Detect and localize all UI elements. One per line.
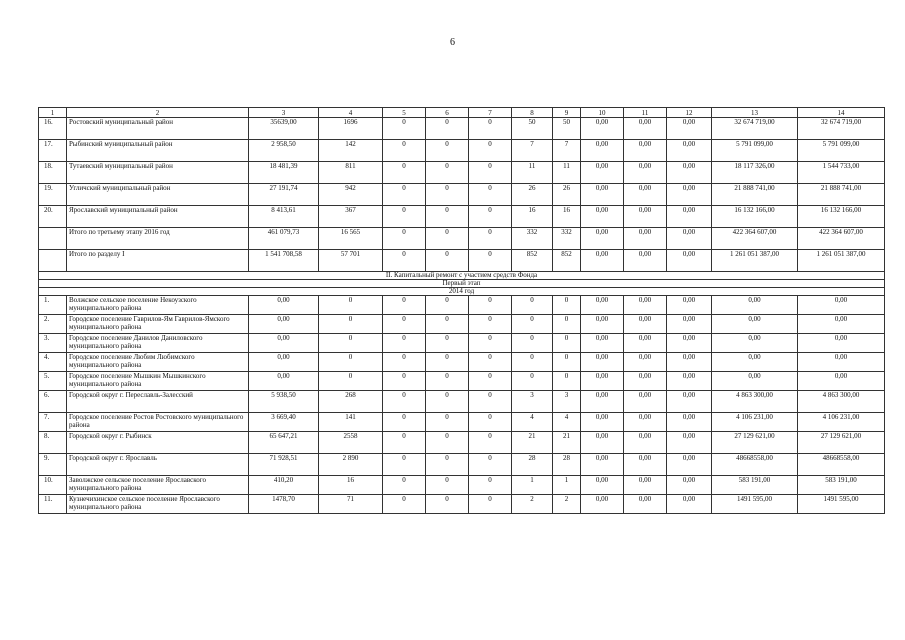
value-cell: 5 938,50 [249,391,319,413]
table-row [39,228,885,250]
value-cell: 5 791 099,00 [798,140,885,162]
value-cell: 0 [383,476,426,495]
table-row [39,315,885,334]
value-cell: 410,20 [249,476,319,495]
row-number-cell: 5. [39,372,67,391]
value-cell: 7 [553,140,581,162]
value-cell: 0 [426,296,469,315]
value-cell: 48668558,00 [712,454,798,476]
value-cell: 0,00 [581,162,624,184]
column-number-cell: 6 [426,108,469,118]
municipality-name-cell: Городское поселение Данилов Даниловского муниципального района [67,334,249,353]
table-row [39,413,885,432]
value-cell: 26 [553,184,581,206]
value-cell: 0 [426,334,469,353]
value-cell: 0,00 [624,372,667,391]
value-cell: 0 [383,372,426,391]
value-cell: 0,00 [667,140,712,162]
value-cell: 0,00 [581,315,624,334]
value-cell: 0,00 [667,162,712,184]
value-cell: 16 [512,206,553,228]
value-cell: 4 106 231,00 [798,413,885,432]
value-cell: 0 [383,250,426,272]
value-cell: 16 [319,476,383,495]
value-cell: 0 [469,476,512,495]
municipality-name-cell: Городское поселение Любим Любимского муниципального района [67,353,249,372]
value-cell: 0 [469,372,512,391]
value-cell: 0,00 [712,353,798,372]
value-cell: 0 [426,413,469,432]
value-cell: 0 [383,140,426,162]
value-cell: 1478,70 [249,495,319,514]
value-cell: 0,00 [581,353,624,372]
value-cell: 57 701 [319,250,383,272]
municipality-name-cell: Рыбинский муниципальный район [67,140,249,162]
value-cell: 0 [512,315,553,334]
page-number: 6 [450,37,455,48]
value-cell: 11 [512,162,553,184]
column-number-cell: 8 [512,108,553,118]
value-cell: 0,00 [624,296,667,315]
value-cell: 0,00 [667,391,712,413]
value-cell: 0,00 [581,250,624,272]
row-number-cell: 10. [39,476,67,495]
table-row [39,140,885,162]
row-number-cell: 8. [39,432,67,454]
value-cell: 21 [512,432,553,454]
value-cell: 0,00 [667,334,712,353]
column-number-cell: 10 [581,108,624,118]
value-cell: 16 132 166,00 [712,206,798,228]
value-cell: 27 129 621,00 [712,432,798,454]
column-number-cell: 4 [319,108,383,118]
municipality-name-cell: Итого по разделу I [67,250,249,272]
value-cell: 0 [383,413,426,432]
value-cell: 0 [383,118,426,140]
value-cell: 1 [512,476,553,495]
table-row [39,353,885,372]
municipality-name-cell: Ростовский муниципальный район [67,118,249,140]
row-number-cell: 17. [39,140,67,162]
value-cell: 0,00 [624,495,667,514]
value-cell: 0,00 [249,315,319,334]
table-row [39,432,885,454]
value-cell: 16 132 166,00 [798,206,885,228]
row-number-cell: 19. [39,184,67,206]
row-number-cell: 9. [39,454,67,476]
value-cell: 0 [426,353,469,372]
row-number-cell: 7. [39,413,67,432]
value-cell: 3 [512,391,553,413]
value-cell: 0,00 [624,184,667,206]
table-row [39,118,885,140]
row-number-cell [39,250,67,272]
value-cell: 0,00 [581,184,624,206]
section-heading-row [39,288,885,296]
value-cell: 0,00 [712,315,798,334]
value-cell: 0,00 [624,476,667,495]
value-cell: 0 [383,296,426,315]
value-cell: 0 [469,118,512,140]
value-cell: 0 [383,432,426,454]
value-cell: 0,00 [667,118,712,140]
table-row [39,162,885,184]
municipality-name-cell: Городское поселение Мышкин Мышкинского муниципального района [67,372,249,391]
value-cell: 0 [383,334,426,353]
value-cell: 7 [512,140,553,162]
value-cell: 18 117 326,00 [712,162,798,184]
value-cell: 332 [553,228,581,250]
value-cell: 422 364 607,00 [712,228,798,250]
value-cell: 852 [512,250,553,272]
table-row [39,184,885,206]
value-cell: 0 [426,315,469,334]
value-cell: 0 [319,372,383,391]
value-cell: 942 [319,184,383,206]
table-row [39,206,885,228]
value-cell: 0 [426,206,469,228]
value-cell: 0,00 [667,495,712,514]
value-cell: 0 [469,391,512,413]
value-cell: 0 [469,206,512,228]
value-cell: 0 [469,184,512,206]
municipality-name-cell: Заволжское сельское поселение Ярославского муниципального района [67,476,249,495]
value-cell: 0 [426,118,469,140]
value-cell: 0 [383,315,426,334]
value-cell: 0,00 [249,353,319,372]
row-number-cell: 16. [39,118,67,140]
municipality-name-cell: Городское поселение Ростов Ростовского муниципального района [67,413,249,432]
value-cell: 65 647,21 [249,432,319,454]
table-row [39,391,885,413]
municipality-name-cell: Итого по третьему этапу 2016 год [67,228,249,250]
row-number-cell: 4. [39,353,67,372]
value-cell: 0,00 [667,372,712,391]
value-cell: 11 [553,162,581,184]
value-cell: 332 [512,228,553,250]
value-cell: 0,00 [581,495,624,514]
capital-repair-table [38,107,885,514]
row-number-cell: 20. [39,206,67,228]
value-cell: 0,00 [249,296,319,315]
value-cell: 0 [469,296,512,315]
value-cell: 0,00 [712,296,798,315]
municipality-name-cell: Городской округ г. Рыбинск [67,432,249,454]
value-cell: 50 [553,118,581,140]
value-cell: 0,00 [624,140,667,162]
value-cell: 0 [553,315,581,334]
value-cell: 0,00 [667,228,712,250]
table-row [39,476,885,495]
column-number-cell: 3 [249,108,319,118]
table-row [39,296,885,315]
value-cell: 0 [469,353,512,372]
section-heading: II. Капитальный ремонт с участием средств Фонда [39,272,885,280]
column-number-cell: 7 [469,108,512,118]
value-cell: 0,00 [624,391,667,413]
value-cell: 0 [469,162,512,184]
value-cell: 0,00 [798,353,885,372]
section-heading-row [39,272,885,280]
value-cell: 0,00 [667,476,712,495]
value-cell: 0 [426,140,469,162]
value-cell: 0,00 [581,432,624,454]
value-cell: 0,00 [667,454,712,476]
value-cell: 0 [426,432,469,454]
value-cell: 21 [553,432,581,454]
value-cell: 0 [512,372,553,391]
value-cell: 27 129 621,00 [798,432,885,454]
value-cell: 0,00 [798,315,885,334]
section-heading: 2014 год [39,288,885,296]
value-cell: 0 [469,334,512,353]
value-cell: 0 [469,315,512,334]
value-cell: 0 [553,353,581,372]
value-cell: 0,00 [581,140,624,162]
value-cell: 0,00 [667,206,712,228]
value-cell: 0 [553,296,581,315]
value-cell: 0 [319,334,383,353]
value-cell: 0,00 [581,118,624,140]
value-cell: 0 [426,391,469,413]
value-cell: 1491 595,00 [712,495,798,514]
value-cell: 4 863 300,00 [798,391,885,413]
value-cell: 0 [426,495,469,514]
value-cell: 0 [553,334,581,353]
value-cell: 0,00 [581,454,624,476]
value-cell: 0,00 [667,353,712,372]
value-cell: 32 674 719,00 [798,118,885,140]
value-cell: 0,00 [667,296,712,315]
value-cell: 461 079,73 [249,228,319,250]
value-cell: 0 [383,353,426,372]
value-cell: 141 [319,413,383,432]
value-cell: 0 [383,391,426,413]
value-cell: 0,00 [249,372,319,391]
value-cell: 0,00 [624,353,667,372]
value-cell: 367 [319,206,383,228]
table-row [39,495,885,514]
value-cell: 852 [553,250,581,272]
value-cell: 2558 [319,432,383,454]
value-cell: 0 [469,228,512,250]
table-row [39,454,885,476]
value-cell: 0,00 [712,334,798,353]
section-heading: Первый этап [39,280,885,288]
value-cell: 583 191,00 [712,476,798,495]
value-cell: 0,00 [798,334,885,353]
value-cell: 32 674 719,00 [712,118,798,140]
column-number-cell: 1 [39,108,67,118]
value-cell: 0 [383,184,426,206]
row-number-cell: 11. [39,495,67,514]
table-body [39,108,885,514]
value-cell: 0 [426,372,469,391]
value-cell: 18 481,39 [249,162,319,184]
value-cell: 0,00 [798,296,885,315]
value-cell: 71 928,51 [249,454,319,476]
value-cell: 2 890 [319,454,383,476]
table-row [39,250,885,272]
value-cell: 0,00 [249,334,319,353]
value-cell: 0,00 [581,372,624,391]
value-cell: 21 888 741,00 [798,184,885,206]
value-cell: 5 791 099,00 [712,140,798,162]
value-cell: 0,00 [624,206,667,228]
value-cell: 3 669,40 [249,413,319,432]
value-cell: 0 [512,334,553,353]
value-cell: 0,00 [581,206,624,228]
value-cell: 0 [469,454,512,476]
value-cell: 0,00 [624,228,667,250]
value-cell: 0,00 [581,296,624,315]
value-cell: 0 [426,228,469,250]
value-cell: 0 [426,162,469,184]
value-cell: 26 [512,184,553,206]
column-number-cell: 12 [667,108,712,118]
value-cell: 0 [383,162,426,184]
value-cell: 35639,00 [249,118,319,140]
municipality-name-cell: Тутаевский муниципальный район [67,162,249,184]
value-cell: 583 191,00 [798,476,885,495]
value-cell: 0 [469,432,512,454]
value-cell: 27 191,74 [249,184,319,206]
value-cell: 2 [553,495,581,514]
value-cell: 0,00 [624,250,667,272]
value-cell: 0 [469,413,512,432]
value-cell: 0,00 [667,184,712,206]
value-cell: 1 541 708,58 [249,250,319,272]
value-cell: 0,00 [624,315,667,334]
value-cell: 3 [553,391,581,413]
value-cell: 0 [383,495,426,514]
value-cell: 0 [469,250,512,272]
value-cell: 0 [469,495,512,514]
value-cell: 48668558,00 [798,454,885,476]
municipality-name-cell: Кузнечихинское сельское поселение Ярославского муниципального района [67,495,249,514]
value-cell: 71 [319,495,383,514]
value-cell: 0,00 [712,372,798,391]
municipality-name-cell: Угличский муниципальный район [67,184,249,206]
value-cell: 0,00 [624,162,667,184]
value-cell: 0 [426,250,469,272]
value-cell: 8 413,61 [249,206,319,228]
value-cell: 0,00 [624,118,667,140]
value-cell: 0 [319,353,383,372]
column-number-cell: 5 [383,108,426,118]
value-cell: 4 [553,413,581,432]
value-cell: 0,00 [581,476,624,495]
value-cell: 422 364 607,00 [798,228,885,250]
value-cell: 0,00 [624,454,667,476]
value-cell: 4 106 231,00 [712,413,798,432]
value-cell: 4 863 300,00 [712,391,798,413]
value-cell: 0,00 [624,334,667,353]
column-number-cell: 2 [67,108,249,118]
value-cell: 1 261 051 387,00 [712,250,798,272]
value-cell: 1696 [319,118,383,140]
row-number-cell: 2. [39,315,67,334]
municipality-name-cell: Городское поселение Гаврилов-Ям Гаврилов-Ямского муниципального района [67,315,249,334]
value-cell: 0,00 [624,413,667,432]
column-number-cell: 13 [712,108,798,118]
value-cell: 0,00 [667,413,712,432]
value-cell: 1491 595,00 [798,495,885,514]
value-cell: 0 [383,228,426,250]
value-cell: 0 [426,476,469,495]
value-cell: 0 [426,184,469,206]
value-cell: 16 565 [319,228,383,250]
value-cell: 0 [319,315,383,334]
value-cell: 268 [319,391,383,413]
value-cell: 0 [383,206,426,228]
row-number-cell: 3. [39,334,67,353]
municipality-name-cell: Городской округ г. Ярославль [67,454,249,476]
section-heading-row [39,280,885,288]
value-cell: 2 [512,495,553,514]
value-cell: 0 [512,353,553,372]
municipality-name-cell: Ярославский муниципальный район [67,206,249,228]
value-cell: 1 261 051 387,00 [798,250,885,272]
value-cell: 0,00 [581,334,624,353]
municipality-name-cell: Городской округ г. Переславль-Залесский [67,391,249,413]
value-cell: 0 [383,454,426,476]
value-cell: 0,00 [798,372,885,391]
row-number-cell: 1. [39,296,67,315]
row-number-cell [39,228,67,250]
value-cell: 0 [512,296,553,315]
value-cell: 21 888 741,00 [712,184,798,206]
value-cell: 0,00 [624,432,667,454]
value-cell: 2 958,50 [249,140,319,162]
column-number-cell: 9 [553,108,581,118]
column-number-cell: 11 [624,108,667,118]
table-row [39,334,885,353]
value-cell: 0 [426,454,469,476]
row-number-cell: 18. [39,162,67,184]
value-cell: 0,00 [581,391,624,413]
value-cell: 50 [512,118,553,140]
value-cell: 0 [319,296,383,315]
column-number-row [39,108,885,118]
value-cell: 0,00 [667,250,712,272]
value-cell: 4 [512,413,553,432]
value-cell: 0,00 [581,228,624,250]
table-row [39,372,885,391]
value-cell: 28 [512,454,553,476]
value-cell: 0,00 [667,432,712,454]
row-number-cell: 6. [39,391,67,413]
value-cell: 811 [319,162,383,184]
value-cell: 28 [553,454,581,476]
value-cell: 142 [319,140,383,162]
value-cell: 16 [553,206,581,228]
value-cell: 0 [469,140,512,162]
value-cell: 0,00 [581,413,624,432]
value-cell: 0,00 [667,315,712,334]
column-number-cell: 14 [798,108,885,118]
value-cell: 1 544 733,00 [798,162,885,184]
municipality-name-cell: Волжское сельское поселение Некоузского муниципального района [67,296,249,315]
value-cell: 0 [553,372,581,391]
value-cell: 1 [553,476,581,495]
